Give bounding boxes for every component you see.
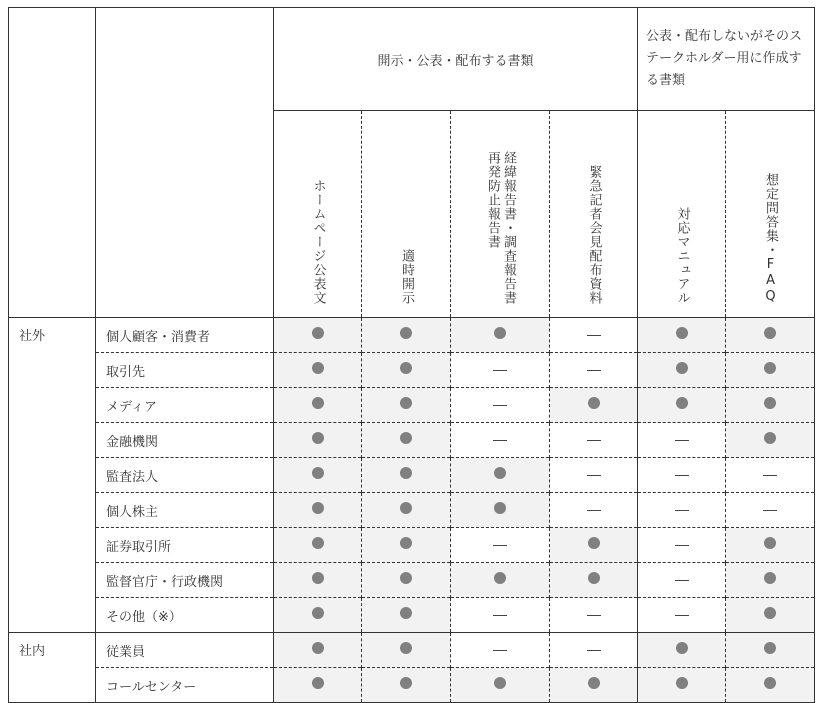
- dash-mark: [493, 370, 507, 371]
- filled-dot-mark: [764, 537, 776, 549]
- mark-cell-press: [550, 598, 638, 633]
- mark-cell-faq: [726, 458, 815, 493]
- filled-dot-mark: [312, 467, 324, 479]
- filled-dot-mark: [764, 397, 776, 409]
- filled-dot-mark: [676, 397, 688, 409]
- filled-dot-mark: [494, 467, 506, 479]
- filled-dot-mark: [312, 537, 324, 549]
- mark-cell-press: [550, 388, 638, 423]
- mark-cell-faq: [726, 598, 815, 633]
- mark-cell-report: [451, 318, 550, 353]
- filled-dot-mark: [312, 397, 324, 409]
- filled-dot-mark: [494, 327, 506, 339]
- stakeholder-label: 証券取引所: [96, 528, 274, 563]
- header-row-groups: [9, 8, 815, 111]
- stakeholder-label: メディア: [96, 388, 274, 423]
- table-row: [9, 318, 815, 353]
- stakeholder-label: コールセンター: [96, 668, 274, 703]
- dash-mark: [763, 475, 777, 476]
- group-label: 社外: [9, 318, 96, 633]
- mark-cell-timely: [362, 318, 451, 353]
- filled-dot-mark: [494, 677, 506, 689]
- doc-header-timely: [362, 111, 451, 318]
- mark-cell-homepage: [274, 423, 362, 458]
- mark-cell-press: [550, 423, 638, 458]
- filled-dot-mark: [400, 467, 412, 479]
- mark-cell-homepage: [274, 388, 362, 423]
- mark-cell-press: [550, 318, 638, 353]
- mark-cell-timely: [362, 633, 451, 668]
- mark-cell-press: [550, 563, 638, 598]
- mark-cell-manual: [638, 563, 726, 598]
- table-row: [9, 528, 815, 563]
- dash-mark: [675, 440, 689, 441]
- filled-dot-mark: [494, 572, 506, 584]
- stakeholder-label: 従業員: [96, 633, 274, 668]
- filled-dot-mark: [764, 607, 776, 619]
- filled-dot-mark: [400, 327, 412, 339]
- doc-label-faq: 想定問答集・FAQ: [763, 173, 779, 305]
- mark-cell-report: [451, 353, 550, 388]
- dash-mark: [675, 475, 689, 476]
- stakeholder-label: 金融機関: [96, 423, 274, 458]
- mark-cell-press: [550, 458, 638, 493]
- stakeholder-label: 監査法人: [96, 458, 274, 493]
- mark-cell-faq: [726, 528, 815, 563]
- filled-dot-mark: [312, 572, 324, 584]
- table-row: [9, 633, 815, 668]
- mark-cell-manual: [638, 318, 726, 353]
- mark-cell-report: [451, 493, 550, 528]
- mark-cell-manual: [638, 458, 726, 493]
- mark-cell-manual: [638, 423, 726, 458]
- mark-cell-manual: [638, 528, 726, 563]
- filled-dot-mark: [676, 362, 688, 374]
- mark-cell-faq: [726, 388, 815, 423]
- mark-cell-report: [451, 668, 550, 703]
- mark-cell-timely: [362, 528, 451, 563]
- filled-dot-mark: [400, 362, 412, 374]
- dash-mark: [675, 510, 689, 511]
- mark-cell-press: [550, 668, 638, 703]
- doc-header-press: [550, 111, 638, 318]
- filled-dot-mark: [400, 537, 412, 549]
- mark-cell-faq: [726, 318, 815, 353]
- dash-mark: [493, 545, 507, 546]
- stakeholder-label: 監督官庁・行政機関: [96, 563, 274, 598]
- non-disclosed-group-header: 公表・配布しないがそのステークホルダー用に作成する書類: [638, 8, 815, 111]
- mark-cell-timely: [362, 458, 451, 493]
- filled-dot-mark: [312, 607, 324, 619]
- mark-cell-homepage: [274, 528, 362, 563]
- doc-label-timely: 適時開示: [399, 249, 414, 305]
- filled-dot-mark: [494, 502, 506, 514]
- mark-cell-manual: [638, 598, 726, 633]
- filled-dot-mark: [764, 362, 776, 374]
- filled-dot-mark: [676, 642, 688, 654]
- dash-mark: [493, 650, 507, 651]
- mark-cell-manual: [638, 633, 726, 668]
- doc-label-homepage: ホームページ公表文: [310, 179, 326, 305]
- mark-cell-faq: [726, 668, 815, 703]
- mark-cell-homepage: [274, 493, 362, 528]
- doc-header-faq: [726, 111, 815, 318]
- filled-dot-mark: [764, 642, 776, 654]
- dash-mark: [587, 650, 601, 651]
- mark-cell-manual: [638, 388, 726, 423]
- table-row: [9, 388, 815, 423]
- dash-mark: [675, 615, 689, 616]
- mark-cell-homepage: [274, 668, 362, 703]
- mark-cell-report: [451, 633, 550, 668]
- filled-dot-mark: [400, 607, 412, 619]
- doc-header-report: [451, 111, 550, 318]
- dash-mark: [587, 615, 601, 616]
- filled-dot-mark: [312, 327, 324, 339]
- mark-cell-timely: [362, 668, 451, 703]
- mark-cell-press: [550, 633, 638, 668]
- doc-header-homepage: [274, 111, 362, 318]
- mark-cell-homepage: [274, 353, 362, 388]
- dash-mark: [493, 615, 507, 616]
- table-row: [9, 563, 815, 598]
- mark-cell-faq: [726, 353, 815, 388]
- corner-cell-group: [9, 8, 96, 318]
- dash-mark: [587, 370, 601, 371]
- corner-cell-stakeholder: [96, 8, 274, 318]
- disclosed-group-header: 開示・公表・配布する書類: [274, 8, 638, 111]
- mark-cell-faq: [726, 423, 815, 458]
- table-row: [9, 458, 815, 493]
- mark-cell-report: [451, 388, 550, 423]
- mark-cell-manual: [638, 493, 726, 528]
- mark-cell-timely: [362, 353, 451, 388]
- mark-cell-timely: [362, 563, 451, 598]
- filled-dot-mark: [588, 537, 600, 549]
- dash-mark: [587, 335, 601, 336]
- filled-dot-mark: [312, 642, 324, 654]
- dash-mark: [493, 405, 507, 406]
- stakeholder-label: 個人株主: [96, 493, 274, 528]
- table-row: [9, 598, 815, 633]
- dash-mark: [763, 510, 777, 511]
- filled-dot-mark: [400, 502, 412, 514]
- mark-cell-manual: [638, 668, 726, 703]
- mark-cell-press: [550, 353, 638, 388]
- mark-cell-faq: [726, 493, 815, 528]
- doc-label-press: 緊急記者会見配布資料: [586, 165, 602, 305]
- dash-mark: [587, 440, 601, 441]
- disclosure-matrix-table: [8, 7, 815, 703]
- mark-cell-homepage: [274, 458, 362, 493]
- filled-dot-mark: [764, 677, 776, 689]
- mark-cell-homepage: [274, 563, 362, 598]
- group-label: 社内: [9, 633, 96, 703]
- mark-cell-homepage: [274, 633, 362, 668]
- mark-cell-timely: [362, 598, 451, 633]
- filled-dot-mark: [312, 432, 324, 444]
- mark-cell-report: [451, 528, 550, 563]
- dash-mark: [587, 510, 601, 511]
- filled-dot-mark: [676, 677, 688, 689]
- table-row: [9, 353, 815, 388]
- filled-dot-mark: [400, 677, 412, 689]
- doc-label-manual: 対応マニュアル: [674, 207, 690, 305]
- mark-cell-timely: [362, 423, 451, 458]
- filled-dot-mark: [588, 572, 600, 584]
- table-row: [9, 668, 815, 703]
- filled-dot-mark: [312, 362, 324, 374]
- stakeholder-label: 個人顧客・消費者: [96, 318, 274, 353]
- dash-mark: [675, 545, 689, 546]
- table-row: [9, 493, 815, 528]
- filled-dot-mark: [312, 677, 324, 689]
- filled-dot-mark: [400, 642, 412, 654]
- mark-cell-report: [451, 563, 550, 598]
- doc-header-manual: [638, 111, 726, 318]
- stakeholder-label: 取引先: [96, 353, 274, 388]
- filled-dot-mark: [764, 327, 776, 339]
- filled-dot-mark: [588, 677, 600, 689]
- dash-mark: [587, 475, 601, 476]
- dash-mark: [493, 440, 507, 441]
- filled-dot-mark: [400, 432, 412, 444]
- filled-dot-mark: [400, 572, 412, 584]
- mark-cell-report: [451, 458, 550, 493]
- table-row: [9, 423, 815, 458]
- mark-cell-faq: [726, 633, 815, 668]
- stakeholder-label: その他（※）: [96, 598, 274, 633]
- filled-dot-mark: [676, 327, 688, 339]
- dash-mark: [675, 580, 689, 581]
- mark-cell-timely: [362, 493, 451, 528]
- filled-dot-mark: [588, 397, 600, 409]
- mark-cell-faq: [726, 563, 815, 598]
- filled-dot-mark: [312, 502, 324, 514]
- filled-dot-mark: [400, 397, 412, 409]
- mark-cell-report: [451, 598, 550, 633]
- mark-cell-press: [550, 493, 638, 528]
- mark-cell-press: [550, 528, 638, 563]
- mark-cell-homepage: [274, 598, 362, 633]
- doc-label-report: 経緯報告書・調査報告書 再発防止報告書: [485, 151, 516, 305]
- mark-cell-report: [451, 423, 550, 458]
- filled-dot-mark: [764, 572, 776, 584]
- mark-cell-timely: [362, 388, 451, 423]
- filled-dot-mark: [764, 432, 776, 444]
- mark-cell-homepage: [274, 318, 362, 353]
- mark-cell-manual: [638, 353, 726, 388]
